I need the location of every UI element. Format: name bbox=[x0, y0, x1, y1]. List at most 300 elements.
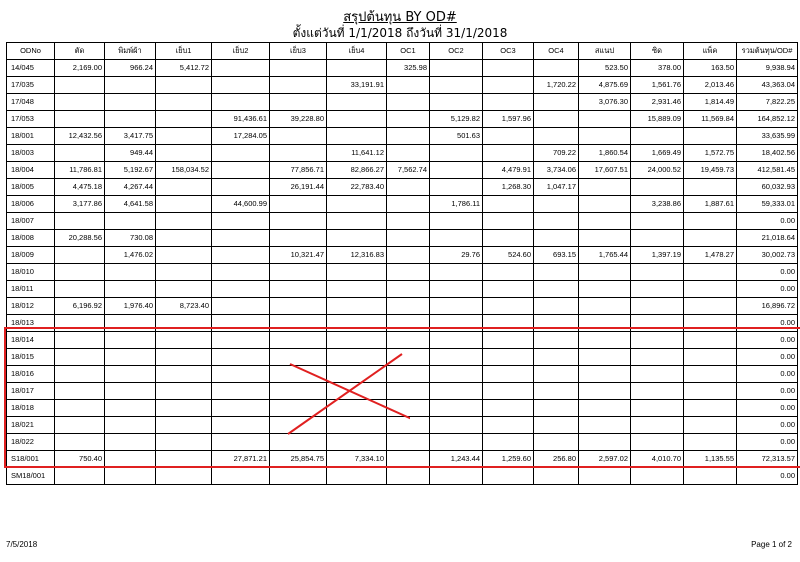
od-number-cell: SM18/001 bbox=[7, 468, 55, 485]
cost-cell bbox=[270, 468, 327, 485]
cost-cell bbox=[212, 60, 270, 77]
cost-cell bbox=[270, 315, 327, 332]
cost-cell: 2,597.02 bbox=[579, 451, 631, 468]
page-number: Page 1 of 2 bbox=[751, 540, 792, 549]
table-row bbox=[7, 332, 798, 349]
table-row bbox=[7, 400, 798, 417]
cost-cell bbox=[212, 349, 270, 366]
cost-cell bbox=[483, 264, 534, 281]
cost-cell bbox=[156, 196, 212, 213]
cost-cell bbox=[483, 213, 534, 230]
cost-cell bbox=[212, 247, 270, 264]
od-number-cell: 18/004 bbox=[7, 162, 55, 179]
cost-cell bbox=[327, 281, 387, 298]
table-row bbox=[7, 196, 798, 213]
cost-cell bbox=[212, 315, 270, 332]
od-number-cell: 18/021 bbox=[7, 417, 55, 434]
cost-cell bbox=[631, 128, 684, 145]
cost-cell bbox=[270, 145, 327, 162]
cost-cell bbox=[684, 264, 737, 281]
cost-cell: 1,135.55 bbox=[684, 451, 737, 468]
cost-cell bbox=[327, 111, 387, 128]
cost-cell: 5,412.72 bbox=[156, 60, 212, 77]
cost-cell: 59,333.01 bbox=[737, 196, 798, 213]
cost-cell: 33,191.91 bbox=[327, 77, 387, 94]
cost-cell bbox=[270, 94, 327, 111]
cost-cell: 3,177.86 bbox=[55, 196, 105, 213]
cost-cell: 4,010.70 bbox=[631, 451, 684, 468]
cost-cell bbox=[684, 366, 737, 383]
table-row bbox=[7, 247, 798, 264]
cost-cell bbox=[430, 77, 483, 94]
cost-cell bbox=[55, 213, 105, 230]
cost-cell bbox=[684, 417, 737, 434]
cost-cell bbox=[156, 94, 212, 111]
cost-cell bbox=[631, 366, 684, 383]
cost-cell bbox=[327, 366, 387, 383]
cost-cell bbox=[327, 315, 387, 332]
cost-cell bbox=[327, 196, 387, 213]
cost-cell bbox=[212, 77, 270, 94]
cost-cell bbox=[55, 111, 105, 128]
cost-cell bbox=[270, 60, 327, 77]
cost-cell: 91,436.61 bbox=[212, 111, 270, 128]
cost-cell: 3,076.30 bbox=[579, 94, 631, 111]
cost-cell bbox=[483, 366, 534, 383]
cost-cell: 7,334.10 bbox=[327, 451, 387, 468]
table-row bbox=[7, 179, 798, 196]
cost-cell bbox=[105, 349, 156, 366]
cost-cell: 1,243.44 bbox=[430, 451, 483, 468]
cost-cell bbox=[579, 349, 631, 366]
cost-cell bbox=[430, 315, 483, 332]
cost-cell: 33,635.99 bbox=[737, 128, 798, 145]
cost-cell bbox=[430, 298, 483, 315]
table-row bbox=[7, 434, 798, 451]
cost-cell bbox=[684, 468, 737, 485]
cost-cell bbox=[55, 383, 105, 400]
cost-cell bbox=[483, 383, 534, 400]
table-row bbox=[7, 111, 798, 128]
cost-cell bbox=[156, 468, 212, 485]
cost-cell bbox=[684, 400, 737, 417]
cost-cell bbox=[579, 213, 631, 230]
cost-cell bbox=[105, 400, 156, 417]
table-row bbox=[7, 451, 798, 468]
cost-cell: 1,720.22 bbox=[534, 77, 579, 94]
cost-cell bbox=[387, 366, 430, 383]
cost-cell: 2,931.46 bbox=[631, 94, 684, 111]
cost-cell bbox=[483, 230, 534, 247]
cost-cell bbox=[579, 281, 631, 298]
cost-cell bbox=[534, 468, 579, 485]
cost-cell bbox=[387, 315, 430, 332]
cost-cell bbox=[212, 230, 270, 247]
cost-cell bbox=[156, 434, 212, 451]
cost-cell: 12,432.56 bbox=[55, 128, 105, 145]
cost-cell: 9,938.94 bbox=[737, 60, 798, 77]
cost-cell bbox=[483, 434, 534, 451]
cost-cell: 16,896.72 bbox=[737, 298, 798, 315]
cost-cell: 5,192.67 bbox=[105, 162, 156, 179]
cost-cell: 29.76 bbox=[430, 247, 483, 264]
cost-cell: 17,284.05 bbox=[212, 128, 270, 145]
cost-cell bbox=[631, 264, 684, 281]
cost-cell bbox=[631, 434, 684, 451]
cost-cell bbox=[579, 332, 631, 349]
cost-cell: 4,875.69 bbox=[579, 77, 631, 94]
table-row bbox=[7, 128, 798, 145]
cost-cell bbox=[387, 230, 430, 247]
cost-cell: 709.22 bbox=[534, 145, 579, 162]
cost-cell bbox=[327, 128, 387, 145]
cost-cell: 6,196.92 bbox=[55, 298, 105, 315]
cost-cell: 524.60 bbox=[483, 247, 534, 264]
cost-cell bbox=[631, 383, 684, 400]
cost-cell bbox=[156, 77, 212, 94]
cost-cell bbox=[483, 298, 534, 315]
cost-cell bbox=[387, 213, 430, 230]
od-number-cell: 18/010 bbox=[7, 264, 55, 281]
cost-cell: 0.00 bbox=[737, 213, 798, 230]
cost-cell bbox=[631, 213, 684, 230]
cost-cell: 0.00 bbox=[737, 349, 798, 366]
cost-cell: 412,581.45 bbox=[737, 162, 798, 179]
cost-cell: 1,572.75 bbox=[684, 145, 737, 162]
cost-cell bbox=[579, 196, 631, 213]
cost-cell bbox=[387, 77, 430, 94]
cost-cell bbox=[156, 400, 212, 417]
cost-cell bbox=[631, 298, 684, 315]
cost-cell: 21,018.64 bbox=[737, 230, 798, 247]
cost-cell bbox=[387, 298, 430, 315]
cost-cell bbox=[483, 196, 534, 213]
cost-cell bbox=[270, 383, 327, 400]
cost-cell bbox=[631, 332, 684, 349]
cost-cell bbox=[534, 349, 579, 366]
cost-cell: 72,313.57 bbox=[737, 451, 798, 468]
cost-cell bbox=[270, 128, 327, 145]
cost-cell: 1,597.96 bbox=[483, 111, 534, 128]
cost-cell bbox=[156, 451, 212, 468]
cost-cell bbox=[430, 349, 483, 366]
cost-cell bbox=[684, 332, 737, 349]
cost-cell bbox=[212, 179, 270, 196]
cost-cell bbox=[105, 281, 156, 298]
od-number-cell: 18/014 bbox=[7, 332, 55, 349]
cost-cell bbox=[631, 468, 684, 485]
cost-cell bbox=[212, 434, 270, 451]
od-number-cell: 17/035 bbox=[7, 77, 55, 94]
od-number-cell: 17/053 bbox=[7, 111, 55, 128]
cost-cell bbox=[387, 349, 430, 366]
cost-cell bbox=[270, 264, 327, 281]
cost-cell bbox=[430, 281, 483, 298]
cost-cell: 966.24 bbox=[105, 60, 156, 77]
cost-cell bbox=[212, 332, 270, 349]
cost-cell: 0.00 bbox=[737, 281, 798, 298]
cost-cell bbox=[534, 315, 579, 332]
cost-cell bbox=[327, 383, 387, 400]
cost-cell bbox=[483, 468, 534, 485]
column-header: OC1 bbox=[387, 43, 430, 60]
cost-cell bbox=[212, 417, 270, 434]
report-title: สรุปต้นทุน BY OD# bbox=[343, 10, 457, 25]
cost-cell: 1,047.17 bbox=[534, 179, 579, 196]
cost-cell: 1,765.44 bbox=[579, 247, 631, 264]
cost-cell bbox=[55, 332, 105, 349]
cost-cell: 22,783.40 bbox=[327, 179, 387, 196]
cost-cell bbox=[270, 366, 327, 383]
cost-cell bbox=[534, 417, 579, 434]
cost-cell bbox=[212, 162, 270, 179]
cost-cell: 11,569.84 bbox=[684, 111, 737, 128]
column-header: แพ็ค bbox=[684, 43, 737, 60]
column-header: รวมต้นทุน/OD# bbox=[737, 43, 798, 60]
table-row bbox=[7, 213, 798, 230]
cost-cell bbox=[483, 145, 534, 162]
cost-cell bbox=[430, 417, 483, 434]
od-number-cell: 18/007 bbox=[7, 213, 55, 230]
cost-cell bbox=[270, 230, 327, 247]
cost-cell bbox=[327, 230, 387, 247]
cost-cell bbox=[55, 468, 105, 485]
cost-cell bbox=[156, 332, 212, 349]
cost-cell bbox=[430, 383, 483, 400]
cost-cell bbox=[156, 315, 212, 332]
cost-cell: 26,191.44 bbox=[270, 179, 327, 196]
cost-cell bbox=[55, 315, 105, 332]
cost-cell bbox=[430, 60, 483, 77]
cost-cell bbox=[387, 417, 430, 434]
cost-cell: 730.08 bbox=[105, 230, 156, 247]
cost-cell bbox=[483, 60, 534, 77]
cost-cell bbox=[430, 366, 483, 383]
cost-cell bbox=[684, 383, 737, 400]
cost-cell bbox=[105, 468, 156, 485]
cost-cell: 3,417.75 bbox=[105, 128, 156, 145]
cost-cell: 19,459.73 bbox=[684, 162, 737, 179]
cost-cell: 158,034.52 bbox=[156, 162, 212, 179]
cost-cell bbox=[270, 400, 327, 417]
cost-cell bbox=[327, 298, 387, 315]
column-header: พิมพ์ผ้า bbox=[105, 43, 156, 60]
cost-cell bbox=[579, 111, 631, 128]
cost-cell: 17,607.51 bbox=[579, 162, 631, 179]
cost-cell bbox=[579, 128, 631, 145]
cost-cell bbox=[156, 349, 212, 366]
cost-cell: 693.15 bbox=[534, 247, 579, 264]
cost-cell bbox=[55, 434, 105, 451]
table-body bbox=[7, 60, 798, 485]
cost-cell bbox=[55, 264, 105, 281]
cost-cell bbox=[212, 145, 270, 162]
cost-cell bbox=[430, 179, 483, 196]
cost-cell bbox=[387, 451, 430, 468]
cost-cell: 18,402.56 bbox=[737, 145, 798, 162]
column-header: เย็บ2 bbox=[212, 43, 270, 60]
cost-cell bbox=[387, 196, 430, 213]
cost-cell: 43,363.04 bbox=[737, 77, 798, 94]
table-row bbox=[7, 77, 798, 94]
table-row bbox=[7, 315, 798, 332]
cost-cell bbox=[270, 213, 327, 230]
cost-cell bbox=[430, 434, 483, 451]
cost-cell bbox=[387, 247, 430, 264]
cost-cell bbox=[270, 417, 327, 434]
cost-cell: 0.00 bbox=[737, 366, 798, 383]
cost-cell bbox=[105, 213, 156, 230]
cost-cell bbox=[156, 366, 212, 383]
cost-cell bbox=[212, 94, 270, 111]
cost-cell bbox=[430, 145, 483, 162]
cost-cell bbox=[55, 77, 105, 94]
column-header: ODNo bbox=[7, 43, 55, 60]
cost-cell: 24,000.52 bbox=[631, 162, 684, 179]
cost-cell: 77,856.71 bbox=[270, 162, 327, 179]
od-number-cell: 18/008 bbox=[7, 230, 55, 247]
cost-cell bbox=[105, 366, 156, 383]
cost-cell bbox=[534, 213, 579, 230]
cost-cell bbox=[55, 94, 105, 111]
cost-cell bbox=[483, 94, 534, 111]
cost-cell bbox=[212, 366, 270, 383]
date-range: ตั้งแต่วันที่ 1/1/2018 ถึงวันที่ 31/1/2018 bbox=[292, 26, 508, 40]
cost-cell: 4,475.18 bbox=[55, 179, 105, 196]
cost-cell bbox=[534, 60, 579, 77]
cost-cell bbox=[534, 366, 579, 383]
cost-cell bbox=[270, 196, 327, 213]
cost-cell: 0.00 bbox=[737, 315, 798, 332]
cost-cell bbox=[483, 77, 534, 94]
cost-cell bbox=[579, 417, 631, 434]
cost-cell bbox=[327, 417, 387, 434]
cost-cell bbox=[430, 332, 483, 349]
cost-cell bbox=[55, 247, 105, 264]
cost-cell: 0.00 bbox=[737, 383, 798, 400]
column-header: เย็บ1 bbox=[156, 43, 212, 60]
cost-cell bbox=[327, 332, 387, 349]
cost-cell bbox=[156, 383, 212, 400]
cost-cell bbox=[534, 400, 579, 417]
cost-cell: 750.40 bbox=[55, 451, 105, 468]
od-number-cell: S18/001 bbox=[7, 451, 55, 468]
cost-cell: 4,267.44 bbox=[105, 179, 156, 196]
cost-cell bbox=[387, 264, 430, 281]
cost-cell bbox=[270, 281, 327, 298]
od-number-cell: 18/001 bbox=[7, 128, 55, 145]
column-header: OC3 bbox=[483, 43, 534, 60]
cost-cell bbox=[270, 349, 327, 366]
cost-cell: 0.00 bbox=[737, 264, 798, 281]
cost-cell bbox=[156, 247, 212, 264]
cost-cell: 1,669.49 bbox=[631, 145, 684, 162]
cost-cell bbox=[534, 434, 579, 451]
table-row bbox=[7, 298, 798, 315]
cost-cell: 523.50 bbox=[579, 60, 631, 77]
cost-cell bbox=[212, 298, 270, 315]
cost-cell bbox=[387, 434, 430, 451]
table-row bbox=[7, 417, 798, 434]
table-row bbox=[7, 162, 798, 179]
cost-cell: 11,641.12 bbox=[327, 145, 387, 162]
cost-cell bbox=[212, 468, 270, 485]
cost-cell bbox=[105, 434, 156, 451]
cost-cell bbox=[270, 77, 327, 94]
cost-cell bbox=[534, 94, 579, 111]
cost-cell: 1,397.19 bbox=[631, 247, 684, 264]
cost-cell bbox=[156, 417, 212, 434]
table-row bbox=[7, 468, 798, 485]
cost-cell: 7,822.25 bbox=[737, 94, 798, 111]
cost-cell: 8,723.40 bbox=[156, 298, 212, 315]
cost-cell bbox=[327, 94, 387, 111]
cost-cell bbox=[387, 468, 430, 485]
cost-cell: 7,562.74 bbox=[387, 162, 430, 179]
cost-cell: 0.00 bbox=[737, 332, 798, 349]
cost-cell bbox=[534, 128, 579, 145]
cost-cell bbox=[483, 281, 534, 298]
cost-cell bbox=[684, 298, 737, 315]
od-number-cell: 18/017 bbox=[7, 383, 55, 400]
cost-cell: 0.00 bbox=[737, 434, 798, 451]
cost-cell bbox=[579, 366, 631, 383]
cost-cell: 4,479.91 bbox=[483, 162, 534, 179]
cost-cell bbox=[430, 400, 483, 417]
table-row bbox=[7, 383, 798, 400]
cost-cell bbox=[579, 434, 631, 451]
od-number-cell: 17/048 bbox=[7, 94, 55, 111]
cost-cell bbox=[105, 451, 156, 468]
cost-cell bbox=[534, 281, 579, 298]
cost-cell bbox=[212, 400, 270, 417]
cost-cell bbox=[483, 400, 534, 417]
cost-cell bbox=[579, 315, 631, 332]
cost-cell bbox=[270, 434, 327, 451]
cost-cell bbox=[105, 315, 156, 332]
cost-cell bbox=[631, 417, 684, 434]
cost-cell bbox=[387, 145, 430, 162]
cost-cell bbox=[684, 128, 737, 145]
cost-cell bbox=[105, 417, 156, 434]
od-number-cell: 18/013 bbox=[7, 315, 55, 332]
cost-cell bbox=[327, 60, 387, 77]
cost-cell: 12,316.83 bbox=[327, 247, 387, 264]
od-number-cell: 18/018 bbox=[7, 400, 55, 417]
cost-cell bbox=[55, 349, 105, 366]
column-header: ตัด bbox=[55, 43, 105, 60]
cost-cell bbox=[156, 213, 212, 230]
od-number-cell: 18/005 bbox=[7, 179, 55, 196]
od-number-cell: 18/003 bbox=[7, 145, 55, 162]
cost-cell: 0.00 bbox=[737, 417, 798, 434]
cost-cell bbox=[483, 417, 534, 434]
table-row bbox=[7, 366, 798, 383]
cost-cell bbox=[105, 332, 156, 349]
cost-cell bbox=[387, 332, 430, 349]
cost-cell: 3,238.86 bbox=[631, 196, 684, 213]
cost-cell bbox=[105, 94, 156, 111]
cost-cell bbox=[55, 400, 105, 417]
cost-cell bbox=[430, 162, 483, 179]
cost-cell bbox=[55, 145, 105, 162]
cost-cell bbox=[105, 383, 156, 400]
column-header: OC2 bbox=[430, 43, 483, 60]
table-row bbox=[7, 230, 798, 247]
cost-cell bbox=[156, 264, 212, 281]
cost-cell bbox=[684, 315, 737, 332]
cost-table bbox=[6, 42, 798, 485]
